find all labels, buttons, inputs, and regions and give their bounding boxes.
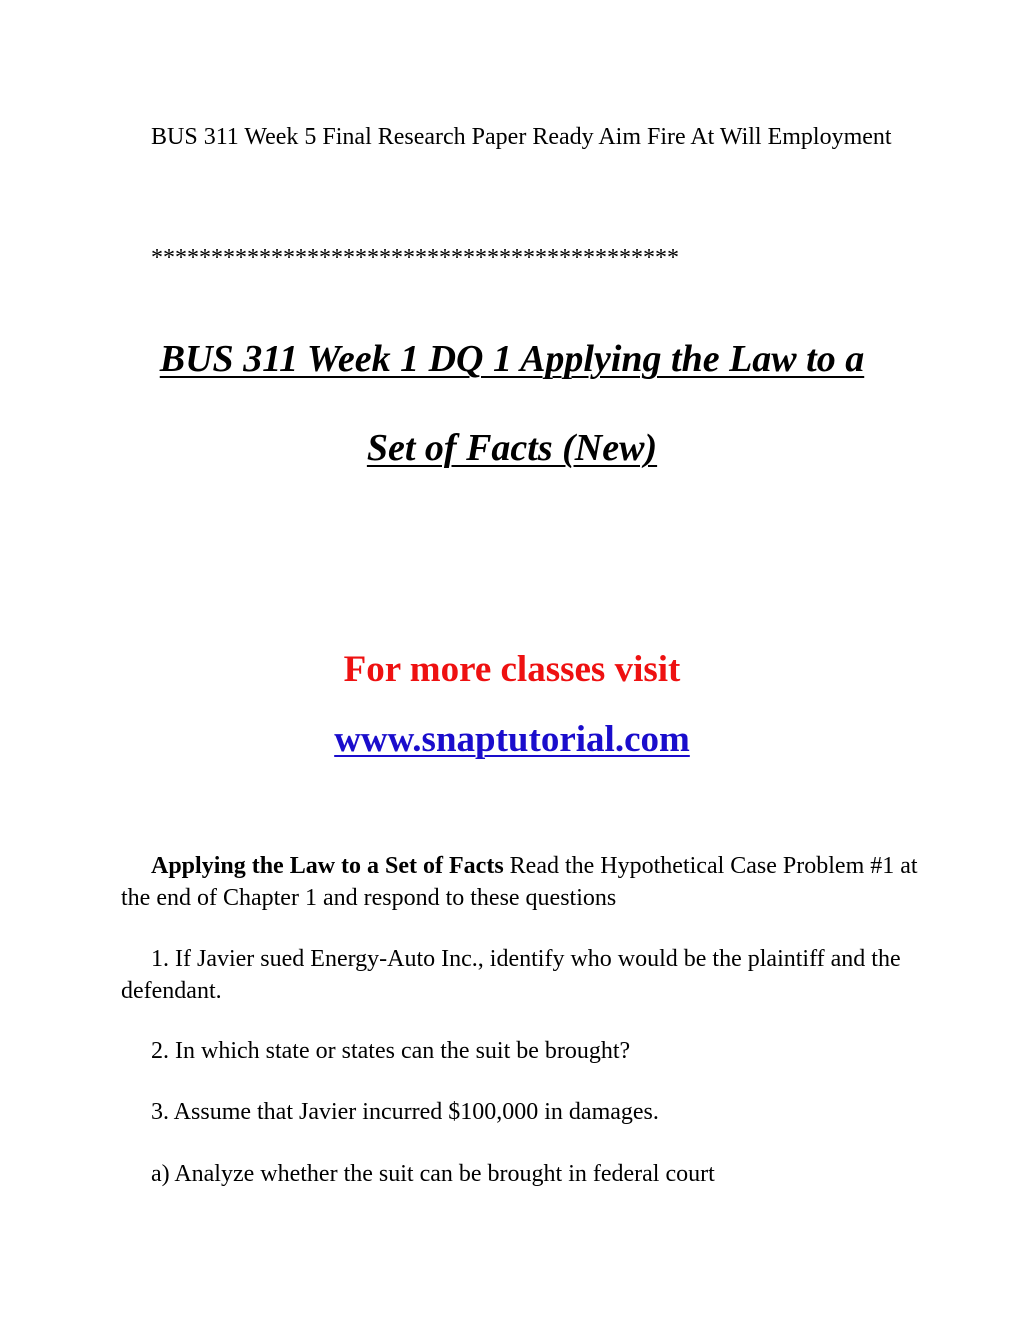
question-1: 1. If Javier sued Energy-Auto Inc., identify who would be the plaintiff and the defendant. (121, 946, 901, 1004)
previous-item-title: BUS 311 Week 5 Final Research Paper Ready Aim Fire At Will Employment (151, 124, 892, 150)
main-heading-line-2: Set of Facts (New) (366, 427, 658, 469)
promo-link-line (0, 718, 1024, 762)
snaptutorial-link[interactable]: www.snaptutorial.com (334, 719, 690, 760)
intro-text: Read the Hypothetical Case Problem #1 at the end of Chapter 1 and respond to these questions (121, 853, 918, 911)
question-3a: a) Analyze whether the suit can be brought in federal court (151, 1161, 715, 1187)
question-3: 3. Assume that Javier incurred $100,000 in damages. (151, 1099, 659, 1125)
main-heading-line-1: BUS 311 Week 1 DQ 1 Applying the Law to a (159, 338, 865, 380)
separator-line: ******************************************** (151, 245, 679, 271)
intro-bold-title: Applying the Law to a Set of Facts (151, 853, 504, 879)
promo-text: For more classes visit (343, 649, 681, 690)
intro-paragraph (121, 850, 921, 914)
question-2: 2. In which state or states can the suit be brought? (151, 1038, 631, 1064)
